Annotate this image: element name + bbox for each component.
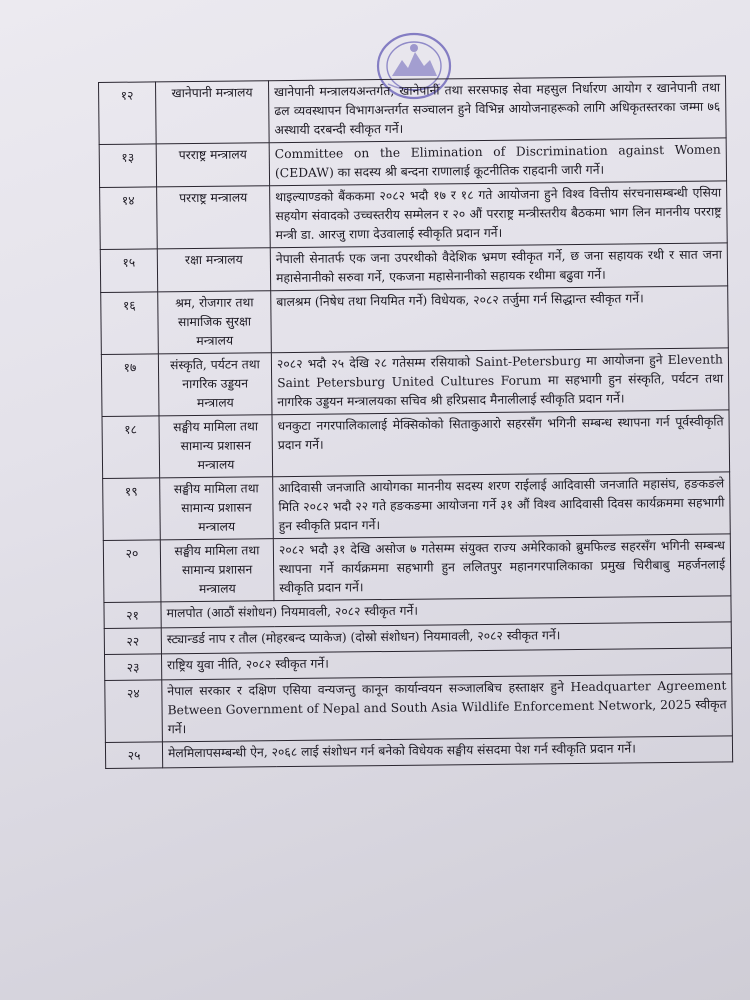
row-number: १४: [100, 187, 158, 250]
row-number: २३: [104, 654, 161, 681]
row-number: २०: [103, 540, 161, 603]
row-number: १३: [99, 144, 156, 188]
decision-text: Committee on the Elimination of Discrimination against Women (CEDAW) का सदस्य श्री बन्दना राणालाई कूटनीतिक राहदानी जारी गर्ने।: [269, 138, 726, 186]
row-number: १८: [102, 416, 160, 479]
decision-row: [105, 736, 732, 769]
decision-row: [100, 243, 727, 293]
row-number: १२: [99, 82, 157, 145]
decision-text: आदिवासी जनजाति आयोगका माननीय सदस्य शरण राईलाई आदिवासी जनजाति महासंघ, हङकङले मिति २०८२ भदौ २२ गते हङकङमा आयोजना गर्ने ३१ औं विश्व आदिवासी दिवस कार्यक्रममा सहभागी हुन स्वीकृति प्रदान गर्ने।: [273, 472, 731, 539]
decision-text: नेपाली सेनातर्फ एक जना उपरथीको वैदेशिक भ्रमण स्वीकृत गर्ने, छ जना सहायक रथी र सात जना महासेनानीको सरुवा गर्ने, एकजना महासेनानीको सहायक रथीमा बढुवा गर्ने।: [270, 243, 727, 291]
ministry-name: श्रम, रोजगार तथा सामाजिक सुरक्षा मन्त्रालय: [158, 291, 272, 354]
cabinet-decisions-table: [98, 75, 733, 769]
decision-row: [100, 181, 728, 250]
ministry-name: संस्कृति, पर्यटन तथा नागरिक उड्डयन मन्त्रालय: [158, 353, 272, 416]
decision-row: [105, 674, 733, 743]
row-number: १९: [103, 478, 161, 541]
ministry-name: सङ्घीय मामिला तथा सामान्य प्रशासन मन्त्रालय: [159, 415, 273, 478]
decision-row: [103, 472, 731, 541]
row-number: २२: [104, 628, 161, 655]
decision-row: [101, 286, 729, 355]
ministry-name: रक्षा मन्त्रालय: [157, 248, 270, 292]
decision-row: [101, 348, 729, 417]
ministry-name: सङ्घीय मामिला तथा सामान्य प्रशासन मन्त्रालय: [160, 477, 274, 540]
decision-text: थाइल्याण्डको बैंककमा २०८२ भदौ १७ र १८ गते आयोजना हुने विश्व वित्तीय संरचनासम्बन्धी एसिया सहयोग संवादको उच्चस्तरीय सम्मेलन र २० औं परराष्ट्र मन्त्रीस्तरीय बैठकमा भाग लिन माननीय परराष्ट्र मन्त्री डा. आरजु राणा देउवालाई स्वीकृति प्रदान गर्ने।: [270, 181, 728, 248]
decision-row: [99, 76, 727, 145]
decision-text: राष्ट्रिय युवा नीति, २०८२ स्वीकृत गर्ने।: [161, 648, 731, 680]
ministry-name: परराष्ट्र मन्त्रालय: [156, 143, 269, 187]
decision-row: [103, 534, 731, 603]
row-number: २१: [104, 602, 161, 629]
decision-text: २०८२ भदौ २५ देखि २८ गतेसम्म रसियाको Saint-Petersburg मा आयोजना हुने Eleventh Saint Petersburg United Cultures Forum मा सहभागी हुन संस्कृति, पर्यटन तथा नागरिक उड्डयन मन्त्रालयका सचिव श्री हरिप्रसाद मैनालीलाई स्वीकृति प्रदान गर्ने।: [271, 348, 729, 415]
row-number: १५: [100, 249, 157, 293]
row-number: २५: [105, 742, 162, 769]
row-number: १७: [101, 354, 159, 417]
decision-text: नेपाल सरकार र दक्षिण एसिया वन्यजन्तु कानून कार्यान्वयन सञ्जालबिच हस्ताक्षर हुने Headquarter Agreement Between Government of Nepal and South Asia Wildlife Enforcement Network, 2025 स्वीकृत गर्ने।: [162, 674, 733, 742]
ministry-name: सङ्घीय मामिला तथा सामान्य प्रशासन मन्त्रालय: [160, 539, 274, 602]
decision-text: खानेपानी मन्त्रालयअन्तर्गत, खानेपानी तथा सरसफाइ सेवा महसुल निर्धारण आयोग र खानेपानी तथा ढल व्यवस्थापन विभागअन्तर्गत सञ्चालन हुने विभिन्न आयोजनाहरूको लागि अधिकृतस्तरका जम्मा ७६ अस्थायी दरबन्दी स्वीकृत गर्ने।: [268, 76, 726, 143]
decision-text: धनकुटा नगरपालिकालाई मेक्सिकोको सिताकुआरो सहरसँग भगिनी सम्बन्ध स्थापना गर्न पूर्वस्वीकृति प्रदान गर्ने।: [272, 410, 730, 477]
row-number: १६: [101, 292, 159, 355]
decision-text: स्ट्यान्डर्ड नाप र तौल (मोहरबन्द प्याकेज) (दोस्रो संशोधन) नियमावली, २०८२ स्वीकृत गर्ने।: [161, 622, 731, 654]
ministry-name: परराष्ट्र मन्त्रालय: [157, 186, 271, 249]
decision-text: मालपोत (आठौं संशोधन) नियमावली, २०८२ स्वीकृत गर्ने।: [161, 596, 731, 628]
decision-text: बालश्रम (निषेध तथा नियमित गर्ने) विधेयक, २०८२ तर्जुमा गर्न सिद्धान्त स्वीकृत गर्ने।: [271, 286, 729, 353]
ministry-name: खानेपानी मन्त्रालय: [156, 81, 270, 144]
row-number: २४: [105, 680, 163, 743]
decision-row: [99, 138, 726, 188]
decision-text: मेलमिलापसम्बन्धी ऐन, २०६८ लाई संशोधन गर्न बनेको विधेयक सङ्घीय संसदमा पेश गर्न स्वीकृति प्रदान गर्ने।: [162, 736, 732, 768]
decision-text: २०८२ भदौ ३१ देखि असोज ७ गतेसम्म संयुक्त राज्य अमेरिकाको ब्रुमफिल्ड सहरसँग भगिनी सम्बन्ध स्थापना गर्ने कार्यक्रममा सहभागी हुन ललितपुर महानगरपालिकाका प्रमुख चिरीबाबु महर्जनलाई स्वीकृति प्रदान गर्ने।: [273, 534, 731, 601]
decision-row: [102, 410, 730, 479]
